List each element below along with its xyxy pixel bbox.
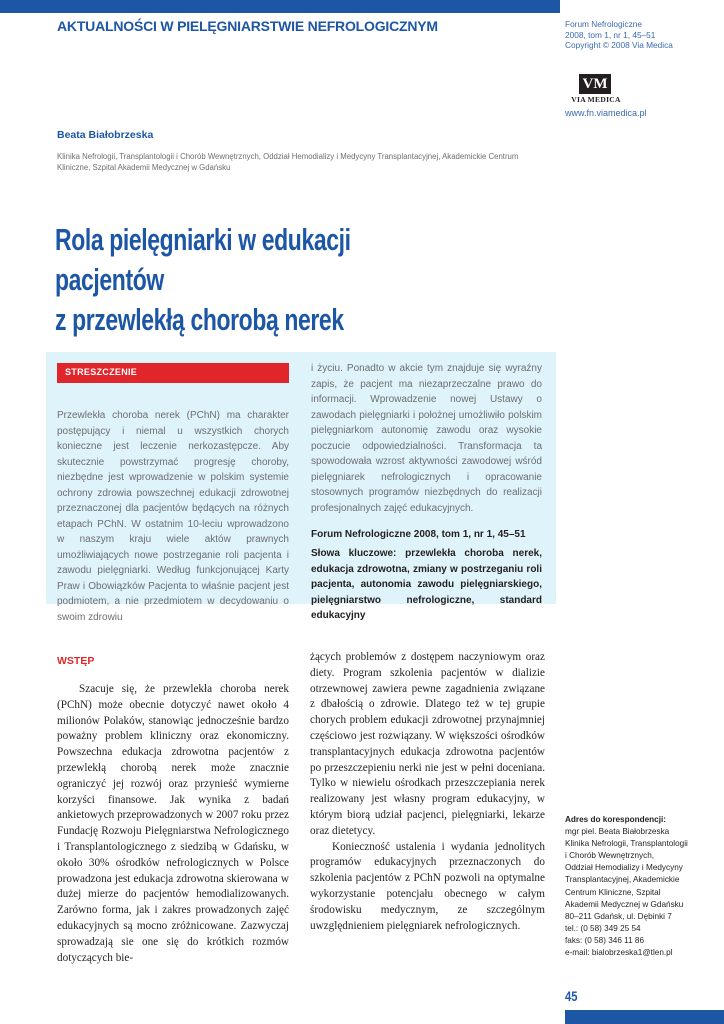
journal-meta (565, 19, 715, 51)
journal-website-link[interactable]: www.fn.viamedica.pl (565, 108, 647, 118)
article-author: Beata Białobrzeska (57, 129, 154, 141)
bottom-color-bar (565, 1010, 724, 1024)
abstract-text-1: Przewlekła choroba nerek (PChN) ma charakter postępujący i niemal u wszystkich chorych konieczne jest leczenie nerkozastępcze. Aby skutecznie powstrzymać progresję choroby, niezbędne jest wprowadzenie w polskim systemie ochrony zdrowia powszechnej edukacji zdrowotnej przeznaczonej dla pacjentów będących na różnych etapach PChN. W ostatnim 10-leciu wprowadzono w naszym kraju wiele aktów prawnych umożliwiających nowe postrzeganie roli pacjenta i zawodu pielęgniarki. Według funkcjonującej Karty Praw i Obowiązków Pacjenta to właśnie pacjent jest podmiotem, a nie przedmiotem w decydowaniu o swoim zdrowiu (57, 410, 289, 623)
correspondence-line: Transplantacyjnej, Akademickie (565, 875, 680, 885)
body-column-1 (57, 682, 289, 966)
abstract-keywords: Słowa kluczowe: przewlekła choroba nerek, edukacja zdrowotna, zmiany w postrzeganiu roli pacjenta, autonomia zawodu pielęgniarskiego, pielęgniarstwo nefrologiczne, standard edukacyjny (311, 548, 542, 621)
title-line-1: Rola pielęgniarki w edukacji pacjentów (55, 222, 351, 297)
correspondence-line: 80–211 Gdańsk, ul. Dębinki 7 (565, 911, 672, 921)
correspondence-line: i Chorób Wewnętrznych, (565, 851, 655, 861)
correspondence-line: tel.: (0 58) 349 25 54 (565, 923, 641, 933)
correspondence-line: faks: (0 58) 346 11 86 (565, 935, 645, 945)
body-paragraph: Konieczność ustalenia i wydania jednolitych programów edukacyjnych przeznaczonych do szkolenia pacjentów z PChN pozwoli na optymalne wykorzystanie potencjału obecnego w całym środowisku medycznym, ze szczególnym uwzględnieniem pielęgniarek nefrologicznych. (310, 840, 545, 932)
author-affiliation: Klinika Nefrologii, Transplantologii i Chorób Wewnętrznych, Oddział Hemodializy i Medycyny Transplantacyjnej, Akademickie Centrum Kliniczne, Szpital Akademii Medycznej w Gdańsku (57, 152, 519, 172)
body-paragraph: żących problemów z dostępem naczyniowym oraz diety. Program szkolenia pacjentów w dializie otrzewnowej zawiera pewne zagadnienia związane z dbałością o zdrowie. Dlatego też w tej grupie chorych problem edukacji zdrowotnej przynajmniej częściowo jest rozwiązany. W większości ośrodków transplantacyjnych edukacja zdrowotna pacjentów po przeszczepieniu nerki nie jest w pełni doceniana. Tylko w niewielu ośrodkach przeszczepiania nerek realizowany jest własny program edukacyjny, w którym biorą udział pacjenci, pielęgniarki, lekarze oraz dietetycy. (310, 651, 545, 837)
abstract-label: STRESZCZENIE (57, 363, 289, 383)
section-heading: WSTĘP (57, 655, 95, 667)
abstract-column-2 (311, 361, 542, 624)
abstract-text-2: i życiu. Ponadto w akcie tym znajduje się wyraźny zapis, że pacjent ma niezaprzeczalne prawo do informacji. Wprowadzenie nowej Ustawy o zawodach pielęgniarki i położnej umożliwiło polskim pielęgniarkom autonomię zawodu oraz wysokie poczucie odpowiedzialności. Transformacja ta spowodowała wzrost aktywności zawodowej wśród pielęgniarek nefrologicznych i opracowanie stosownych programów niezbędnych do realizacji profesjonalnych zajęć edukacyjnych. (311, 363, 542, 514)
journal-volume: 2008, tom 1, nr 1, 45–51 (565, 29, 656, 40)
correspondence-line: mgr piel. Beata Białobrzeska (565, 827, 670, 837)
logo-mark: VM (579, 74, 611, 94)
correspondence-line: Centrum Kliniczne, Szpital (565, 887, 661, 897)
abstract-column-1 (57, 362, 289, 625)
abstract-citation: Forum Nefrologiczne 2008, tom 1, nr 1, 45–51 (311, 529, 526, 540)
correspondence-line: Akademii Medycznej w Gdańsku (565, 899, 684, 909)
correspondence-email-link[interactable]: e-mail: bialobrzeska1@tlen.pl (565, 948, 673, 958)
journal-section-title: AKTUALNOŚCI W PIELĘGNIARSTWIE NEFROLOGICZNYM (57, 18, 438, 34)
journal-copyright: Copyright © 2008 Via Medica (565, 40, 673, 50)
correspondence-line: Klinika Nefrologii, Transplantologii (565, 839, 688, 849)
logo-text: VIA MEDICA (571, 95, 621, 104)
title-line-2: z przewlekłą chorobą nerek (55, 302, 344, 337)
correspondence-line: Oddział Hemodializy i Medycyny (565, 863, 683, 873)
via-medica-logo (564, 74, 628, 104)
body-paragraph: Szacuje się, że przewlekła choroba nerek (PChN) może obecnie dotyczyć nawet około 4 milionów Polaków, stanowiąc jednocześnie bardzo poważny problem kliniczny oraz ekonomiczny. Powszechna edukacja zdrowotna pacjentów z przewlekłą chorobą nerek może znacznie ograniczyć jej rozwój oraz przynieść wymierne korzyści finansowe. Jak wynika z badań ankietowych przeprowadzonych w 2007 roku przez Fundację Rozwoju Pielęgniarstwa Nefrologicznego i Transplantologicznego z siedzibą w Gdańsku, w około 30% ośrodków nefrologicznych w Polsce prowadzona jest edukacja zdrowotna skierowana w dużej mierze do pacjentów hemodializowanych. Zarówno forma, jak i zakres prowadzonych zajęć edukacyjnych są mocno zróżnicowane. Zazwyczaj sprowadzają sie one się do krótkich rozmów dotyczących bie- (57, 683, 289, 964)
page-number: 45 (565, 988, 578, 1004)
body-column-2 (310, 650, 545, 934)
journal-name: Forum Nefrologiczne (565, 19, 643, 29)
correspondence-address (565, 814, 715, 959)
top-bar-gap (560, 0, 724, 13)
correspondence-heading: Adres do korespondencji: (565, 815, 666, 824)
article-title (55, 220, 440, 340)
